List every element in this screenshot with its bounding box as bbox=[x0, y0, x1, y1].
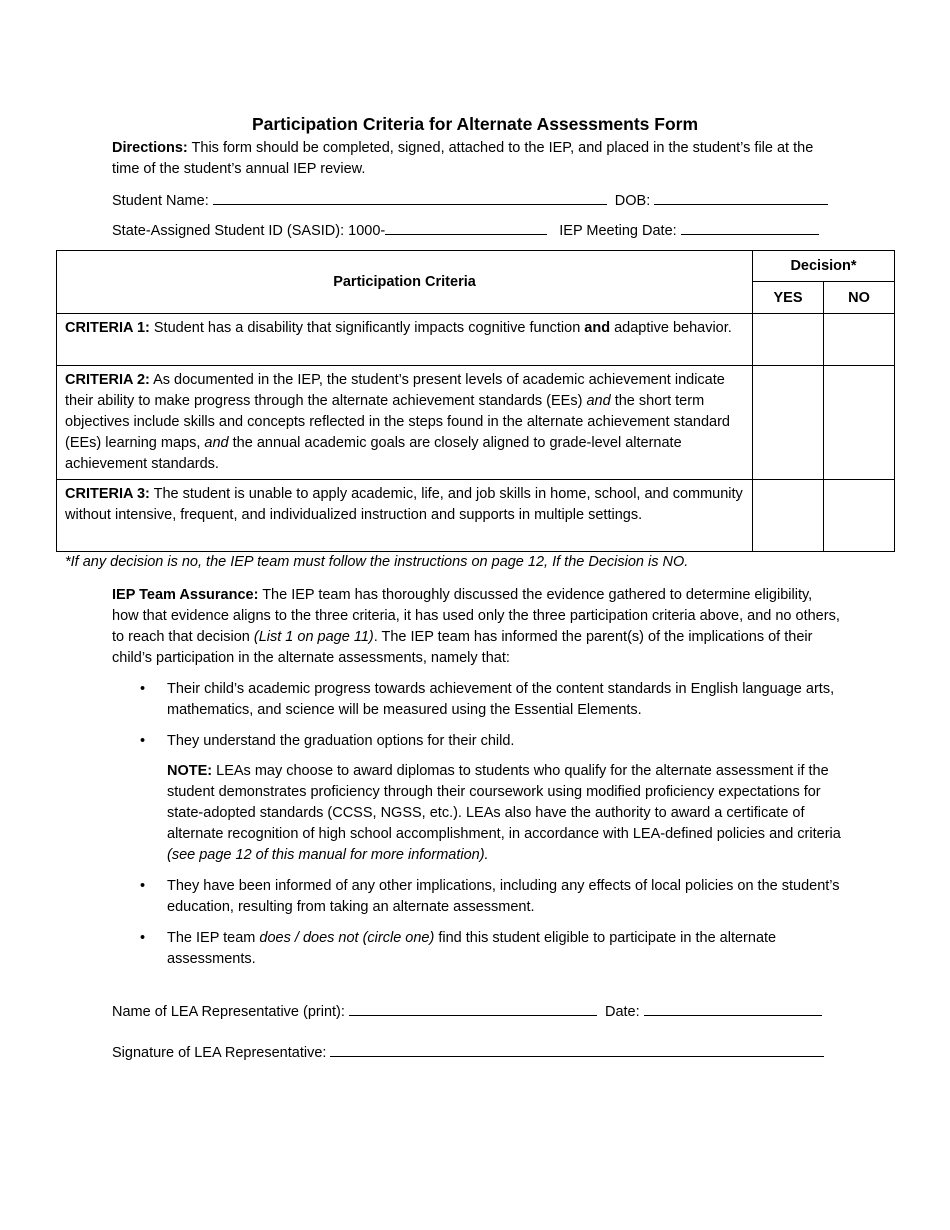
criteria-2-no-cell[interactable] bbox=[824, 366, 895, 480]
bullet-4-text: The IEP team bbox=[167, 930, 260, 946]
bullet-3-text: They have been informed of any other implications, including any effects of local policies on the student’s education, resulting from taking an alternate assessment. bbox=[167, 878, 840, 915]
note-text: LEAs may choose to award diplomas to students who qualify for the alternate assessment if the student demonstrates proficiency through their coursework using modified proficiency expectations for state-adopted standards (CCSS, NGSS, etc.). LEAs also have the authority to award a certificate of alternate recognition of high school accomplishment, in accordance with LEA-defined policies and criteria bbox=[167, 763, 841, 842]
assurance-reference: (List 1 on page 11) bbox=[253, 629, 374, 645]
note-reference: (see page 12 of this manual for more information). bbox=[167, 847, 489, 863]
criteria-2-emphasis-2: and bbox=[204, 435, 229, 451]
iep-meeting-date-field[interactable] bbox=[681, 219, 819, 235]
criteria-2-label: CRITERIA 2: bbox=[65, 372, 150, 388]
criteria-2-text-mid: the short term objectives include skills and concepts reflected in the steps found in the alternate achievement standard (EEs) learning maps, bbox=[65, 393, 730, 451]
criteria-table bbox=[56, 250, 895, 552]
no-header: NO bbox=[824, 282, 895, 314]
criteria-2 bbox=[57, 366, 753, 480]
implications-list bbox=[112, 679, 842, 980]
criteria-header: Participation Criteria bbox=[57, 251, 753, 314]
criteria-1-emphasis: and bbox=[584, 320, 611, 336]
note-label: NOTE: bbox=[167, 763, 213, 779]
lea-name-row bbox=[112, 1000, 822, 1022]
iep-team-assurance bbox=[112, 585, 842, 669]
lea-signature-label: Signature of LEA Representative: bbox=[112, 1045, 327, 1061]
criteria-3-text: The student is unable to apply academic, life, and job skills in home, school, and community without intensive, frequent, and individualized instruction and supports in multiple settings. bbox=[65, 486, 743, 523]
student-info-row bbox=[112, 189, 828, 211]
assurance-label: IEP Team Assurance: bbox=[112, 587, 259, 603]
lea-date-label: Date: bbox=[604, 1004, 640, 1020]
table-row bbox=[57, 366, 895, 480]
decision-header: Decision* bbox=[753, 251, 895, 282]
criteria-1-yes-cell[interactable] bbox=[753, 314, 824, 366]
lea-signature-row bbox=[112, 1041, 824, 1063]
sasid-label: State-Assigned Student ID (SASID): 1000- bbox=[112, 223, 386, 239]
form-title: Participation Criteria for Alternate Assessments Form bbox=[251, 114, 699, 134]
directions-label: Directions: bbox=[112, 140, 188, 156]
student-name-field[interactable] bbox=[213, 189, 607, 205]
criteria-2-yes-cell[interactable] bbox=[753, 366, 824, 480]
bullet-icon: • bbox=[140, 733, 146, 749]
criteria-1-label: CRITERIA 1: bbox=[65, 320, 150, 336]
sasid-field[interactable] bbox=[385, 219, 547, 235]
criteria-2-emphasis-1: and bbox=[586, 393, 611, 409]
lea-name-label: Name of LEA Representative (print): bbox=[112, 1004, 345, 1020]
bullet-4-text-end: find this student eligible to participate in the alternate assessments. bbox=[167, 930, 777, 967]
lea-name-field[interactable] bbox=[349, 1000, 597, 1016]
decision-footnote: *If any decision is no, the IEP team must follow the instructions on page 12, If the Decision is NO. bbox=[65, 554, 689, 570]
bullet-1-text: Their child’s academic progress towards achievement of the content standards in English language arts, mathematics, and science will be measured using the Essential Elements. bbox=[167, 681, 835, 718]
criteria-3 bbox=[57, 480, 753, 552]
lea-signature-field[interactable] bbox=[330, 1041, 824, 1057]
list-item bbox=[112, 876, 842, 918]
student-id-row bbox=[112, 219, 819, 241]
graduation-note bbox=[167, 761, 842, 866]
bullet-2-text: They understand the graduation options for their child. bbox=[167, 733, 515, 749]
criteria-2-text: As documented in the IEP, the student’s present levels of academic achievement indicate their ability to make progress through the alternate achievement standards (EEs) bbox=[65, 372, 725, 409]
student-name-label: Student Name: bbox=[112, 193, 209, 209]
directions-text: This form should be completed, signed, attached to the IEP, and placed in the student’s file at the time of the student’s annual IEP review. bbox=[112, 140, 814, 177]
dob-field[interactable] bbox=[654, 189, 828, 205]
dob-label: DOB: bbox=[614, 193, 651, 209]
directions bbox=[112, 138, 842, 180]
criteria-1 bbox=[57, 314, 753, 366]
bullet-icon: • bbox=[140, 930, 146, 946]
circle-one-choice[interactable]: does / does not (circle one) bbox=[259, 930, 435, 946]
yes-header: YES bbox=[753, 282, 824, 314]
criteria-1-no-cell[interactable] bbox=[824, 314, 895, 366]
table-row bbox=[57, 480, 895, 552]
criteria-3-label: CRITERIA 3: bbox=[65, 486, 150, 502]
criteria-1-text: Student has a disability that significantly impacts cognitive function bbox=[149, 320, 585, 336]
criteria-3-yes-cell[interactable] bbox=[753, 480, 824, 552]
lea-date-field[interactable] bbox=[644, 1000, 822, 1016]
assurance-text-end: . The IEP team has informed the parent(s) of the implications of their child’s participation in the alternate assessments, namely that: bbox=[112, 629, 813, 666]
list-item bbox=[112, 928, 842, 970]
list-item bbox=[112, 731, 842, 866]
bullet-icon: • bbox=[140, 878, 146, 894]
criteria-2-text-end: the annual academic goals are closely aligned to grade-level alternate achievement standards. bbox=[65, 435, 682, 472]
list-item bbox=[112, 679, 842, 721]
table-row bbox=[57, 314, 895, 366]
criteria-1-text-end: adaptive behavior. bbox=[610, 320, 732, 336]
criteria-3-no-cell[interactable] bbox=[824, 480, 895, 552]
iep-meeting-date-label: IEP Meeting Date: bbox=[559, 223, 677, 239]
assurance-text: The IEP team has thoroughly discussed the evidence gathered to determine eligibility, how that evidence aligns to the three criteria, it has used only the three participation criteria above, and no others, to reach that decision bbox=[112, 587, 840, 645]
bullet-icon: • bbox=[140, 681, 146, 697]
